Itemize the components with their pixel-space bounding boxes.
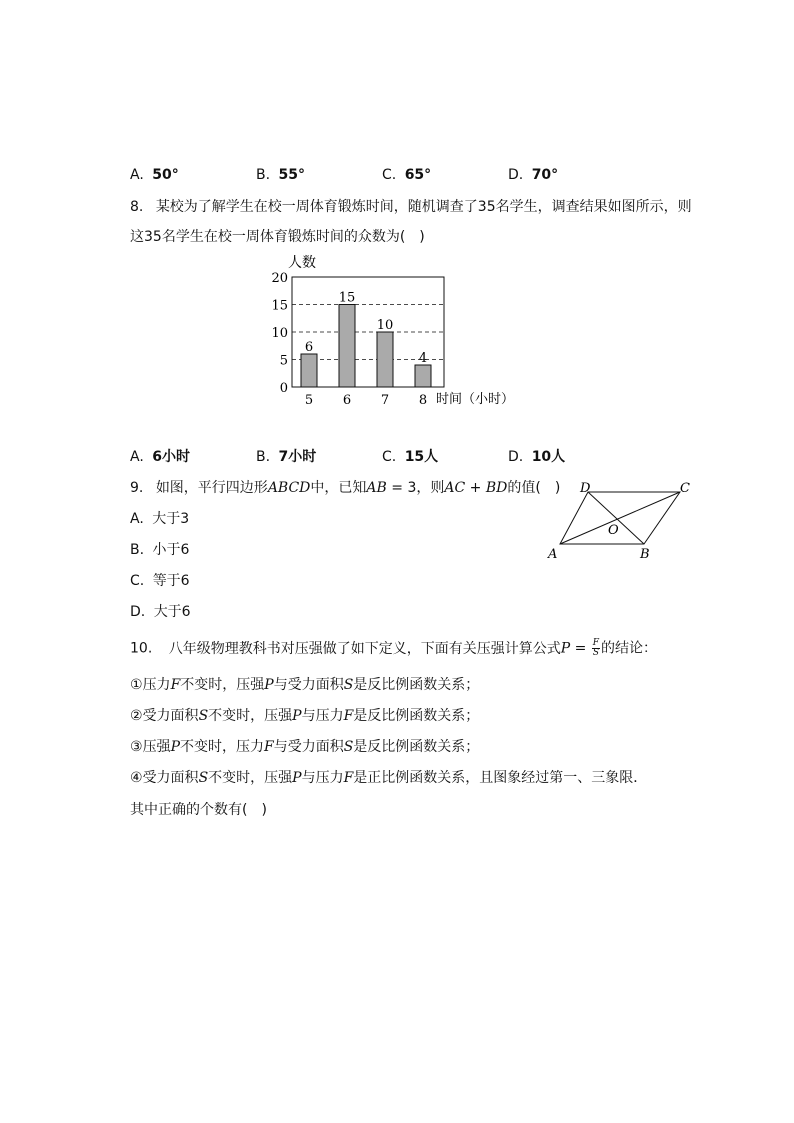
option-text: 70° xyxy=(531,167,559,183)
x-tick-label: 7 xyxy=(380,393,390,408)
q9-option-d xyxy=(130,603,191,621)
q7-option-b xyxy=(256,166,305,184)
question-number: 9. xyxy=(130,480,144,496)
option-text: 7小时 xyxy=(278,449,317,465)
fraction-numerator: F xyxy=(592,638,600,648)
option-letter: A. xyxy=(130,167,144,183)
label-b: B xyxy=(640,547,650,562)
bar-chart xyxy=(268,250,538,410)
math-var: S xyxy=(343,677,354,693)
option-text: 大于3 xyxy=(152,511,190,527)
statement-text: 压力 xyxy=(142,677,171,693)
q8-option-a xyxy=(130,448,190,466)
statement-text: 与受力面积 xyxy=(273,677,344,693)
math-var: F xyxy=(343,770,354,786)
x-tick-label: 6 xyxy=(342,393,352,408)
math-var: P xyxy=(264,677,274,693)
y-tick-label: 15 xyxy=(271,298,288,314)
fraction-f-over-s xyxy=(592,639,600,658)
fraction-denominator: S xyxy=(592,648,599,658)
label-a: A xyxy=(548,547,558,562)
option-letter: C. xyxy=(382,449,397,465)
option-text: 65° xyxy=(404,167,432,183)
label-d: D xyxy=(580,481,591,496)
bar xyxy=(377,332,393,387)
math-var: S xyxy=(343,739,354,755)
math-equals: = 3 xyxy=(386,480,417,496)
x-tick-label: 5 xyxy=(304,393,314,408)
option-letter: C. xyxy=(130,573,145,589)
question-text: 某校为了解学生在校一周体育锻炼时间，随机调查了35名学生，调查结果如图所示，则 xyxy=(155,199,692,215)
option-text: 15人 xyxy=(404,449,439,465)
math-var: F xyxy=(343,708,354,724)
statement-text: 是反比例函数关系； xyxy=(353,739,480,755)
statement-text: 是正比例函数关系，且图象经过第一、三象限． xyxy=(353,770,648,786)
statement-text: 受力面积 xyxy=(142,708,199,724)
math-ab: AB xyxy=(366,480,387,496)
math-plus: + xyxy=(465,480,486,496)
option-letter: B. xyxy=(256,167,271,183)
y-tick-label: 5 xyxy=(279,353,288,369)
question-text: 如图，平行四边形 xyxy=(155,480,268,496)
q10-statement-2 xyxy=(130,707,479,725)
option-text: 55° xyxy=(278,167,305,183)
q10-ask: 其中正确的个数有( ) xyxy=(130,802,267,818)
parallelogram-figure xyxy=(540,476,700,566)
statement-text: 不变时，压力 xyxy=(179,739,264,755)
statement-text: 受力面积 xyxy=(142,770,199,786)
math-var: F xyxy=(263,739,274,755)
question-text: 的值( ) xyxy=(507,480,561,496)
question-number: 8. xyxy=(130,199,144,215)
option-text: 50° xyxy=(152,167,179,183)
statement-mark: ④ xyxy=(130,770,143,786)
q10-statement-3 xyxy=(130,738,479,756)
q8-stem-line1 xyxy=(130,198,692,216)
statement-text: 与压力 xyxy=(301,770,344,786)
statement-mark: ② xyxy=(130,708,143,724)
q10-stem xyxy=(130,639,657,658)
option-letter: B. xyxy=(256,449,271,465)
y-tick-label: 0 xyxy=(279,381,288,396)
option-letter: A. xyxy=(130,511,144,527)
question-text: ，则 xyxy=(416,480,445,496)
bar xyxy=(301,354,317,387)
q7-option-a xyxy=(130,166,179,184)
option-text: 大于6 xyxy=(153,604,191,620)
statement-text: 不变时，压强 xyxy=(180,677,265,693)
option-text: 10人 xyxy=(531,449,566,465)
statement-text: 是反比例函数关系； xyxy=(353,708,480,724)
q8-stem-line2: 这35名学生在校一周体育锻炼时间的众数为( ) xyxy=(130,229,425,245)
statement-text: 与压力 xyxy=(301,708,344,724)
bar-value-label: 4 xyxy=(418,351,428,366)
statement-text: 压强 xyxy=(142,739,171,755)
q10-statement-1 xyxy=(130,676,479,694)
y-axis-label: 人数 xyxy=(288,255,316,271)
label-c: C xyxy=(680,481,690,496)
label-o: O xyxy=(608,523,619,538)
x-tick-label: 8 xyxy=(418,393,428,408)
bar xyxy=(339,305,355,388)
option-text: 等于6 xyxy=(152,573,190,589)
option-letter: D. xyxy=(508,167,524,183)
math-p: P xyxy=(560,640,571,657)
math-var: P xyxy=(170,739,180,755)
statement-text: 不变时，压强 xyxy=(208,770,293,786)
bar-value-label: 10 xyxy=(376,318,394,333)
question-text: 中，已知 xyxy=(310,480,367,496)
math-var: F xyxy=(170,677,181,693)
math-bd: BD xyxy=(485,480,508,496)
math-abcd: ABCD xyxy=(267,480,311,496)
bar-value-label: 15 xyxy=(338,290,356,306)
math-equals: = xyxy=(570,640,591,657)
q8-option-d xyxy=(508,448,565,466)
bar xyxy=(415,365,431,387)
option-letter: D. xyxy=(130,604,146,620)
q9-option-c xyxy=(130,572,190,590)
statement-mark: ③ xyxy=(130,739,143,755)
q7-option-c xyxy=(382,166,431,184)
q7-option-d xyxy=(508,166,558,184)
question-text: 的结论： xyxy=(601,640,658,657)
option-text: 小于6 xyxy=(152,542,190,558)
statement-text: 与受力面积 xyxy=(273,739,344,755)
y-tick-label: 20 xyxy=(271,271,288,286)
statement-text: 不变时，压强 xyxy=(208,708,293,724)
q8-option-b xyxy=(256,448,316,466)
statement-mark: ① xyxy=(130,677,143,693)
option-text: 6小时 xyxy=(152,449,190,465)
statement-text: 是反比例函数关系； xyxy=(353,677,480,693)
q9-option-a xyxy=(130,510,189,528)
math-var: P xyxy=(292,708,302,724)
x-axis-label: 时间（小时） xyxy=(436,392,515,407)
y-tick-label: 10 xyxy=(271,326,288,341)
q9-option-b xyxy=(130,541,189,559)
question-text: 八年级物理教科书对压强做了如下定义，下面有关压强计算公式 xyxy=(168,640,561,657)
bar-value-label: 6 xyxy=(304,340,314,355)
q8-option-c xyxy=(382,448,438,466)
math-var: S xyxy=(198,770,209,786)
question-number: 10. xyxy=(130,640,153,657)
option-letter: A. xyxy=(130,449,144,465)
option-letter: C. xyxy=(382,167,397,183)
q9-stem xyxy=(130,479,560,497)
math-ac: AC xyxy=(444,480,466,496)
q10-statement-4 xyxy=(130,769,647,787)
option-letter: D. xyxy=(508,449,524,465)
math-var: S xyxy=(198,708,209,724)
math-var: P xyxy=(292,770,302,786)
option-letter: B. xyxy=(130,542,145,558)
